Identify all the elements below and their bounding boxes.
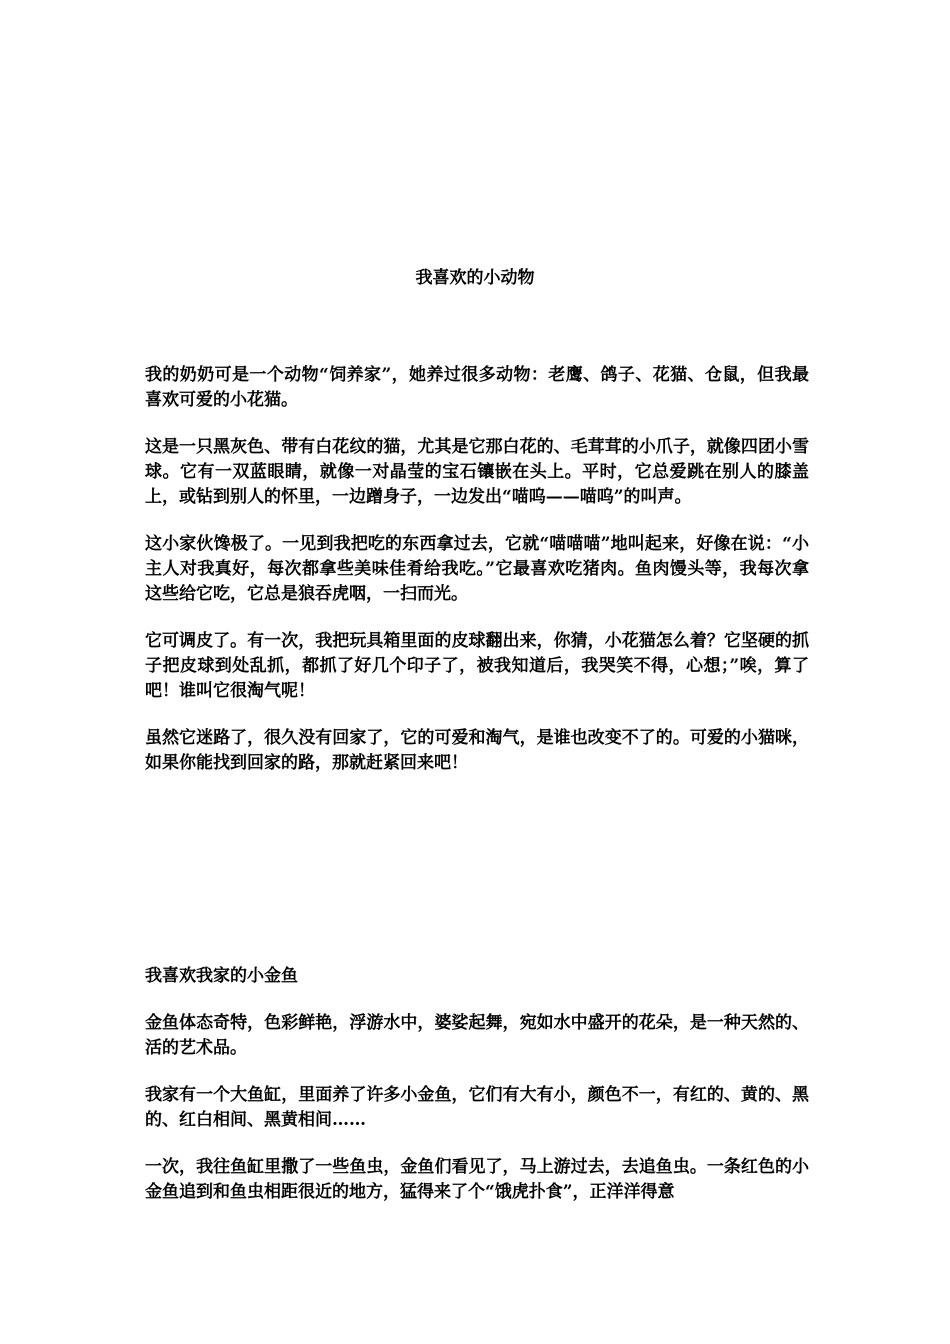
paragraph: 我的奶奶可是一个动物“饲养家”，她养过很多动物：老鹰、鸽子、花猫、仓鼠，但我最喜欢可爱的小花猫。 [145, 365, 809, 410]
article-title: 我喜欢的小动物 [415, 268, 535, 288]
paragraph: 这小家伙馋极了。一见到我把吃的东西拿过去，它就“喵喵喵”地叫起来，好像在说：“小主人对我真好，每次都拿些美味佳肴给我吃。”它最喜欢吃猪肉。鱼肉馒头等，我每次拿这些给它吃，它总是狼吞虎咽，一扫而光。 [145, 534, 809, 604]
paragraph: 这是一只黑灰色、带有白花纹的猫，尤其是它那白花的、毛茸茸的小爪子，就像四团小雪球。它有一双蓝眼睛，就像一对晶莹的宝石镶嵌在头上。平时，它总爱跳在别人的膝盖上，或钻到别人的怀里，一边蹭身子，一边发出“喵呜——喵呜”的叫声。 [145, 437, 809, 507]
article-body [145, 363, 809, 798]
paragraph: 它可调皮了。有一次，我把玩具箱里面的皮球翻出来，你猜，小花猫怎么着？它坚硬的抓子把皮球到处乱抓，都抓了好几个印子了，被我知道后，我哭笑不得，心想；”唉，算了吧！谁叫它很淘气呢！ [145, 631, 809, 701]
paragraph: 一次，我往鱼缸里撒了一些鱼虫，金鱼们看见了，马上游过去，去追鱼虫。一条红色的小金鱼追到和鱼虫相距很近的地方，猛得来了个“饿虎扑食”，正洋洋得意 [145, 1157, 809, 1202]
second-article [145, 964, 809, 1227]
second-article-title: 我喜欢我家的小金鱼 [145, 966, 298, 986]
paragraph: 我家有一个大鱼缸，里面养了许多小金鱼，它们有大有小，颜色不一，有红的、黄的、黑的、红白相间、黑黄相间…… [145, 1085, 809, 1130]
paragraph: 金鱼体态奇特，色彩鲜艳，浮游水中，婆娑起舞，宛如水中盛开的花朵，是一种天然的、活的艺术品。 [145, 1013, 809, 1058]
paragraph: 虽然它迷路了，很久没有回家了，它的可爱和淘气，是谁也改变不了的。可爱的小猫咪，如果你能找到回家的路，那就赶紧回来吧！ [145, 728, 809, 773]
